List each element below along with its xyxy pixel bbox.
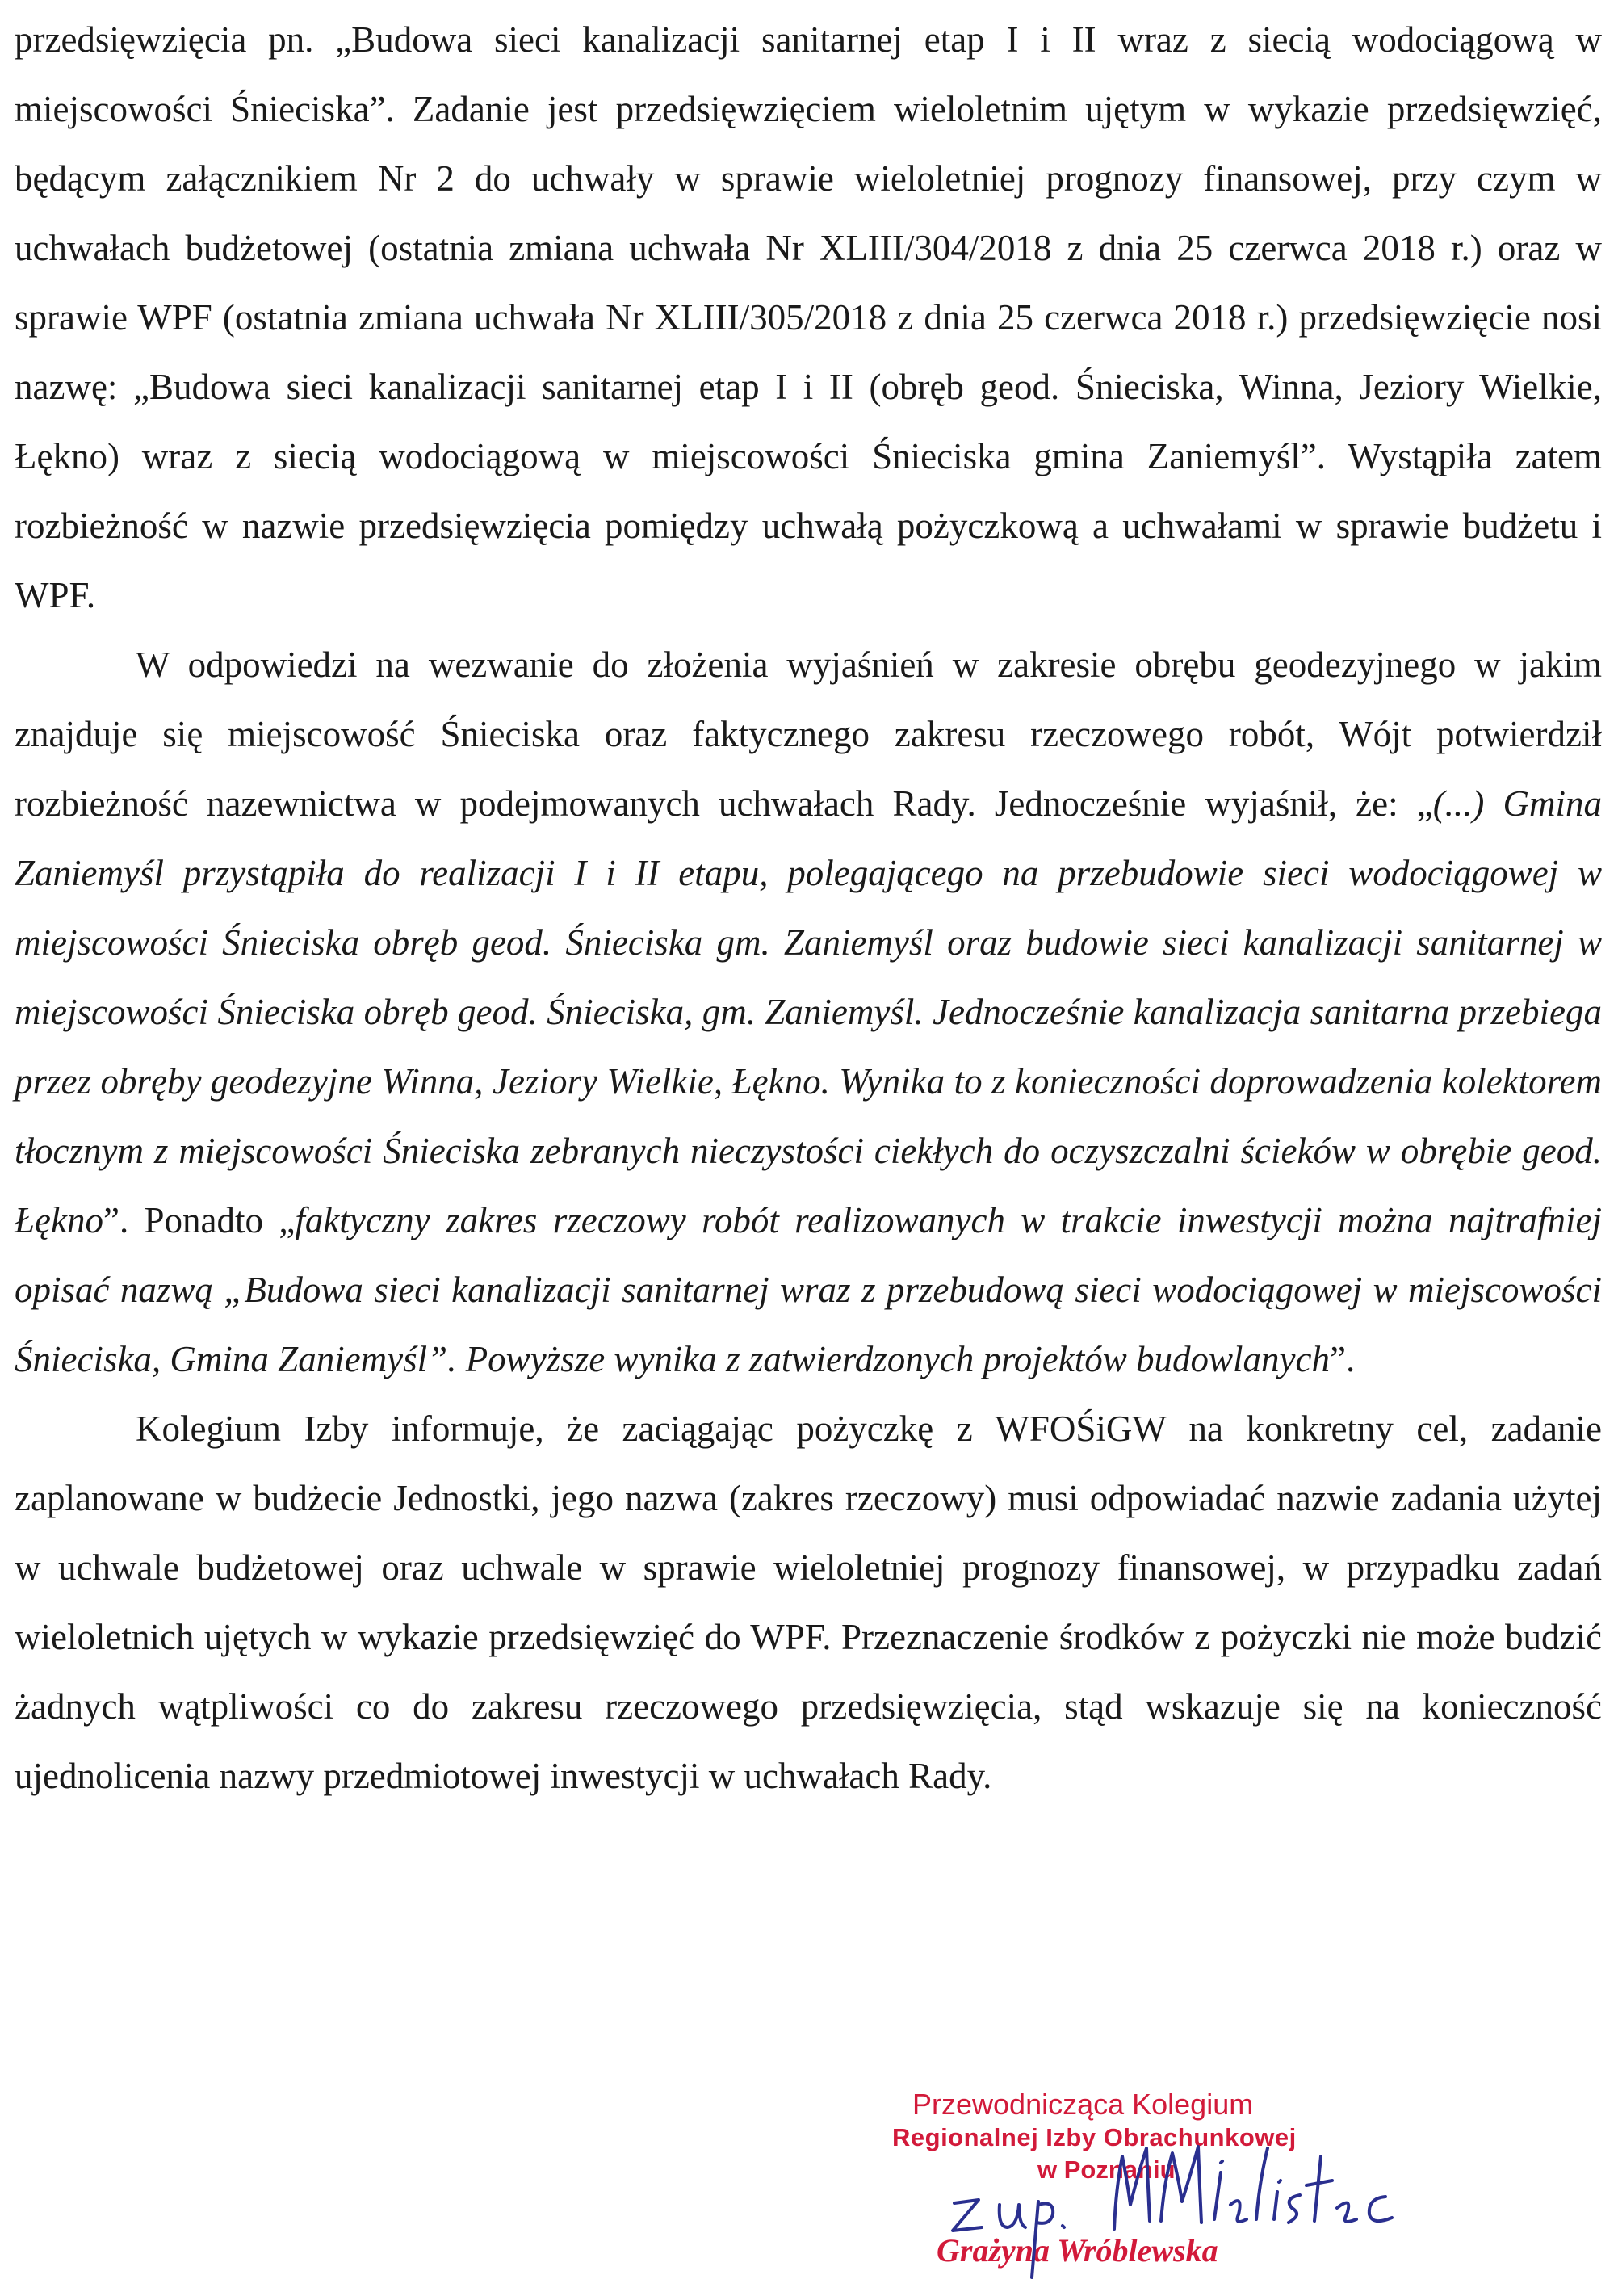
stamp-line-1: Przewodnicząca Kolegium (912, 2088, 1254, 2121)
paragraph-1 (15, 5, 1602, 630)
paragraph-3 (15, 1394, 1602, 1811)
paragraph-2-quote-1: (...) Gmina Zaniemyśl przystąpiła do realizacji I i II etapu, polegającego na przebudowie sieci wodociągowej w miejscowości Śnieciska obręb geod. Śnieciska gm. Zaniemyśl oraz budowie sieci kanalizacji sanitarnej w miejscowości Śnieciska obręb geod. Śnieciska, gm. Zaniemyśl. Jednocześnie kanalizacja sanitarna przebiega przez obręby geodezyjne Winna, Jeziory Wielkie, Łękno. Wynika to z konieczności doprowadzenia kolektorem tłocznym z miejscowości Śnieciska zebranych nieczystości ciekłych do oczyszczalni ścieków w obrębie geod. Łękno (15, 783, 1602, 1240)
paragraph-2-quote-2: faktyczny zakres rzeczowy robót realizowanych w trakcie inwestycji można najtrafniej opisać nazwą „Budowa sieci kanalizacji sanitarnej wraz z przebudową sieci wodociągowej w miejscowości Śnieciska, Gmina Zaniemyśl”. Powyższe wynika z zatwierdzonych projektów budowlanych (15, 1200, 1603, 1379)
paragraph-2 (15, 630, 1602, 1394)
paragraph-3-text: Kolegium Izby informuje, że zaciągając pożyczkę z WFOŚiGW na konkretny cel, zadanie zaplanowane w budżecie Jednostki, jego nazwa (zakres rzeczowy) musi odpowiadać nazwie zadania użytej w uchwale budżetowej oraz uchwale w sprawie wieloletniej prognozy finansowej, w przypadku zadań wieloletnich ujętych w wykazie przedsięwzięć do WPF. Przeznaczenie środków z pożyczki nie może budzić żadnych wątpliwości co do zakresu rzeczowego przedsięwzięcia, stąd wskazuje się na konieczność ujednolicenia nazwy przedmiotowej inwestycji w uchwałach Rady. (15, 1408, 1602, 1796)
stamp-name: Grażyna Wróblewska (937, 2232, 1218, 2269)
stamp-line-3: w Poznaniu (1037, 2155, 1176, 2184)
handwritten-signature (904, 2124, 1421, 2294)
paragraph-2-middle: ”. Ponadto „ (103, 1200, 296, 1240)
paragraph-2-end: ”. (1330, 1339, 1356, 1379)
stamp-line-2: Regionalnej Izby Obrachunkowej (892, 2123, 1297, 2151)
paragraph-1-text: przedsięwzięcia pn. „Budowa sieci kanalizacji sanitarnej etap I i II wraz z siecią wodociągową w miejscowości Śnieciska”. Zadanie jest przedsięwzięciem wieloletnim ujętym w wykazie przedsięwzięć, będącym załącznikiem Nr 2 do uchwały w sprawie wieloletniej prognozy finansowej, przy czym w uchwałach budżetowej (ostatnia zmiana uchwała Nr XLIII/304/2018 z dnia 25 czerwca 2018 r.) oraz w sprawie WPF (ostatnia zmiana uchwała Nr XLIII/305/2018 z dnia 25 czerwca 2018 r.) przedsięwzięcie nosi nazwę: „Budowa sieci kanalizacji sanitarnej etap I i II (obręb geod. Śnieciska, Winna, Jeziory Wielkie, Łękno) wraz z siecią wodociągową w miejscowości Śnieciska gmina Zaniemyśl”. Wystąpiła zatem rozbieżność w nazwie przedsięwzięcia pomiędzy uchwałą pożyczkową a uchwałami w sprawie budżetu i WPF. (15, 19, 1602, 615)
paragraph-2-intro: W odpowiedzi na wezwanie do złożenia wyjaśnień w zakresie obrębu geodezyjnego w jakim znajduje się miejscowość Śnieciska oraz faktycznego zakresu rzeczowego robót, Wójt potwierdził rozbieżność nazewnictwa w podejmowanych uchwałach Rady. Jednocześnie wyjaśnił, że: „ (15, 644, 1602, 824)
